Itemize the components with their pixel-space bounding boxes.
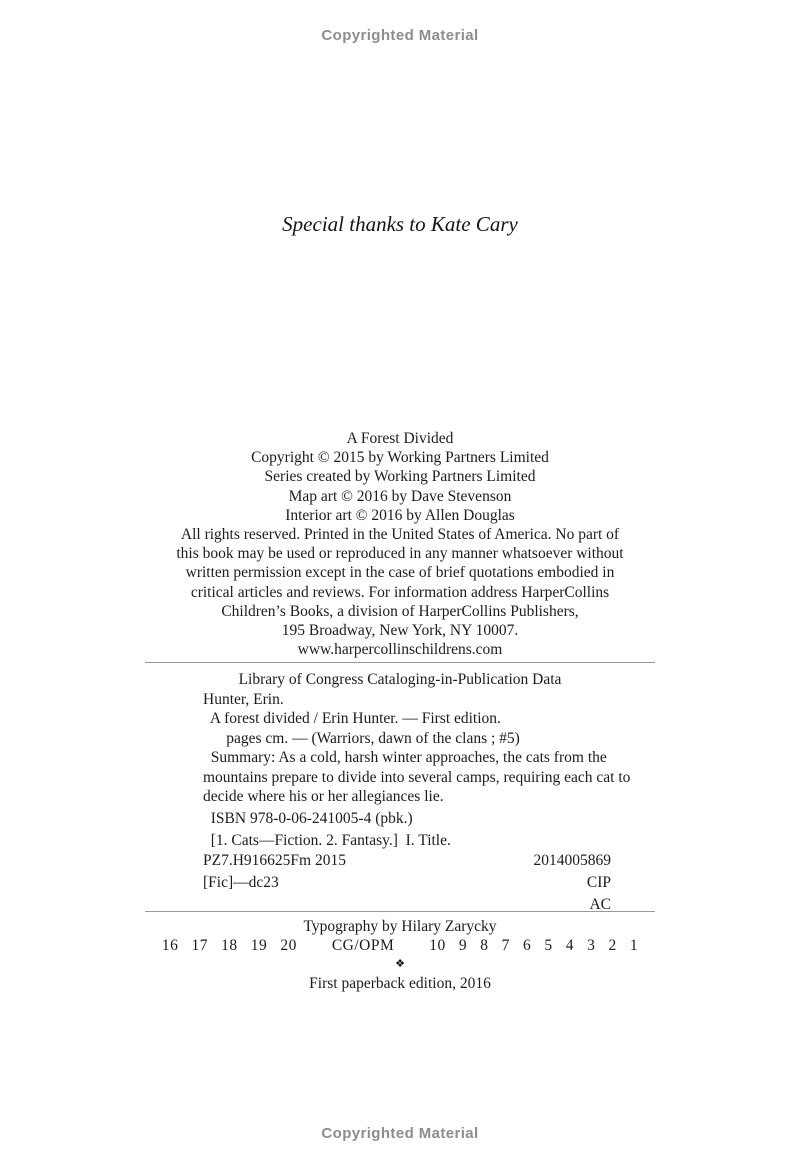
publisher-website: www.harpercollinschildrens.com — [297, 641, 503, 659]
copyright-block — [142, 429, 658, 659]
copyright-line: Interior art © 2016 by Allen Douglas — [285, 506, 515, 524]
colophon-block — [145, 917, 655, 993]
copyright-line: Map art © 2016 by Dave Stevenson — [288, 487, 512, 505]
copyright-line: A Forest Divided — [346, 430, 454, 447]
copyright-line: this book may be used or reproduced in any manner whatsoever without — [176, 545, 624, 563]
divider-rule-bottom — [145, 911, 655, 912]
cip-label: CIP — [586, 873, 611, 891]
copyrighted-material-watermark-top: Copyrighted Material — [321, 27, 479, 44]
dewey-number: [Fic]—dc23 — [203, 873, 279, 891]
cataloging-in-publication-block — [145, 670, 655, 914]
copyright-line: critical articles and reviews. For information address HarperCollins — [190, 583, 610, 601]
cip-heading: Library of Congress Cataloging-in-Publication Data — [238, 671, 562, 688]
cip-row — [203, 873, 611, 893]
cip-line: A forest divided / Erin Hunter. — First edition. — [203, 710, 501, 727]
cip-row — [203, 851, 611, 871]
copyright-line: written permission except in the case of brief quotations embodied in — [185, 564, 615, 582]
edition-statement: First paperback edition, 2016 — [309, 975, 491, 992]
copyright-line: Series created by Working Partners Limited — [264, 468, 536, 486]
divider-rule-top — [145, 662, 655, 663]
typography-credit: Typography by Hilary Zarycky — [303, 918, 497, 935]
copyright-line: Children’s Books, a division of HarperCollins Publishers, — [221, 602, 579, 620]
cip-line: [1. Cats—Fiction. 2. Fantasy.] I. Title. — [203, 832, 451, 849]
printing-history-line: 16 17 18 19 20 CG/OPM 10 9 8 7 6 5 4 3 2 1 — [161, 937, 639, 954]
copyright-line: 195 Broadway, New York, NY 10007. — [281, 622, 519, 640]
cip-line: Summary: As a cold, harsh winter approaches, the cats from the — [203, 749, 607, 766]
copyright-line: All rights reserved. Printed in the United States of America. No part of — [180, 526, 620, 544]
fleuron-ornament-icon: ❖ — [395, 958, 405, 970]
loc-call-number: PZ7.H916625Fm 2015 — [203, 851, 346, 869]
cip-line: Hunter, Erin. — [203, 690, 284, 708]
copyright-line: Copyright © 2015 by Working Partners Limited — [251, 449, 549, 467]
cip-body — [203, 690, 631, 915]
copyrighted-material-watermark-bottom: Copyrighted Material — [321, 1125, 479, 1142]
ac-label: AC — [589, 895, 611, 913]
loc-control-number: 2014005869 — [533, 851, 611, 869]
dedication-line: Special thanks to Kate Cary — [282, 212, 518, 236]
cip-line: mountains prepare to divide into several camps, requiring each cat to — [203, 768, 631, 786]
isbn-line: ISBN 978-0-06-241005-4 (pbk.) — [203, 810, 413, 827]
cip-line: decide where his or her allegiances lie. — [203, 788, 444, 805]
cip-line: pages cm. — (Warriors, dawn of the clans ; #5) — [203, 729, 520, 747]
